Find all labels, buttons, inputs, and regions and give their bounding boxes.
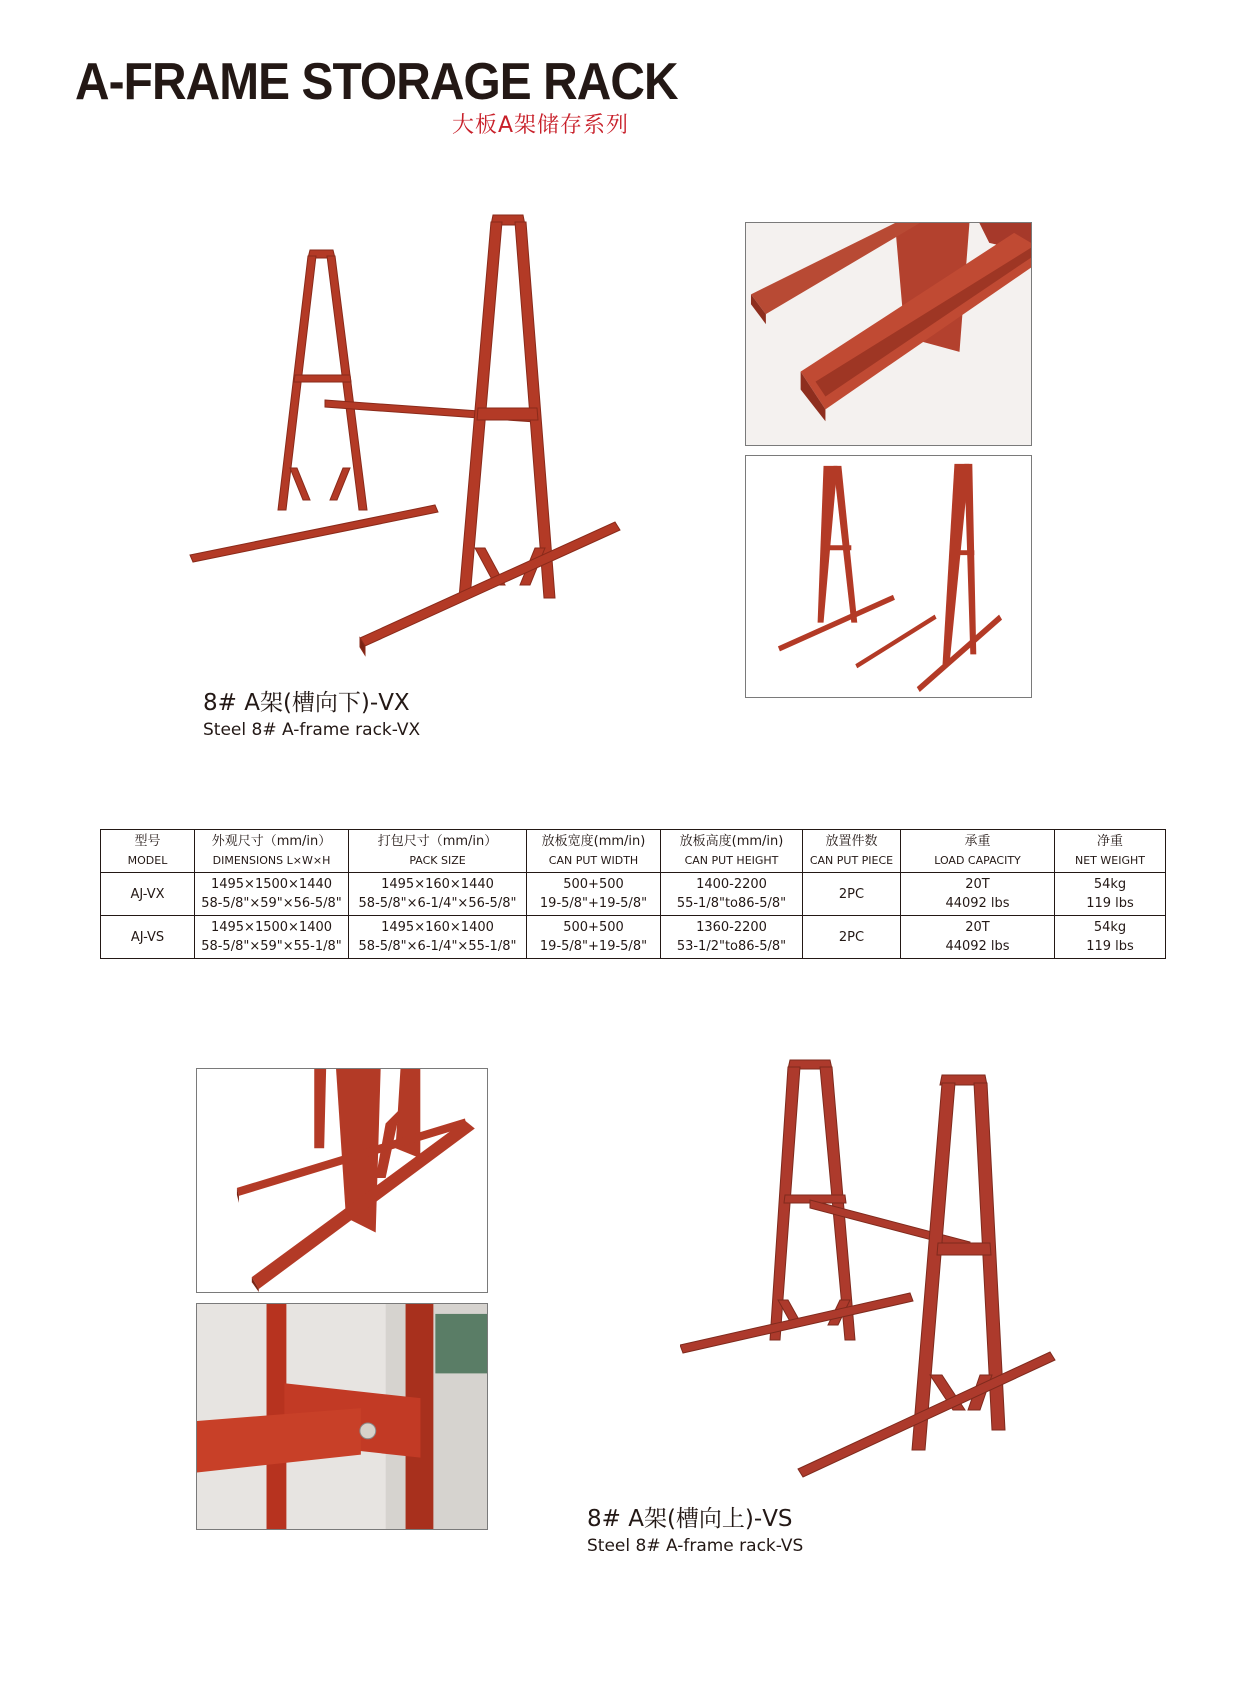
pack-size-cell: 1495×160×1440 58-5/8"×6-1/4"×56-5/8"	[349, 873, 527, 916]
height-cell: 1360-2200 53-1/2"to86-5/8"	[661, 916, 803, 959]
table-row	[101, 873, 1166, 916]
vx-channel-closeup-photo	[745, 222, 1032, 446]
dimensions-cell: 1495×1500×1440 58-5/8"×59"×56-5/8"	[195, 873, 349, 916]
table-header-cell: 承重 LOAD CAPACITY	[901, 830, 1055, 873]
page-title: A-FRAME STORAGE RACK	[75, 53, 678, 111]
piece-cell: 2PC	[803, 873, 901, 916]
table-header-row	[101, 830, 1166, 873]
vx-rack-main-photo	[185, 210, 635, 660]
table-header-cell: 放置件数 CAN PUT PIECE	[803, 830, 901, 873]
vs-rack-main-photo	[680, 1055, 1060, 1480]
height-cell: 1400-2200 55-1/8"to86-5/8"	[661, 873, 803, 916]
load-cell: 20T 44092 lbs	[901, 873, 1055, 916]
model-cell: AJ-VS	[101, 916, 195, 959]
vx-caption-en: Steel 8# A-frame rack-VX	[203, 720, 421, 740]
width-cell: 500+500 19-5/8"+19-5/8"	[527, 873, 661, 916]
net-weight-cell: 54kg 119 lbs	[1055, 873, 1166, 916]
model-cell: AJ-VX	[101, 873, 195, 916]
vs-caption-cn: 8# A架(槽向上)-VS	[587, 1506, 793, 1532]
table-header-cell: 放板宽度(mm/in) CAN PUT WIDTH	[527, 830, 661, 873]
table-row	[101, 916, 1166, 959]
table-header-cell: 打包尺寸（mm/in） PACK SIZE	[349, 830, 527, 873]
page-subtitle-cn: 大板A架储存系列	[452, 113, 630, 138]
dimensions-cell: 1495×1500×1400 58-5/8"×59"×55-1/8"	[195, 916, 349, 959]
pack-size-cell: 1495×160×1400 58-5/8"×6-1/4"×55-1/8"	[349, 916, 527, 959]
vx-rack-disassembled-photo	[745, 455, 1032, 698]
vs-caption-en: Steel 8# A-frame rack-VS	[587, 1536, 804, 1556]
vs-bolt-joint-closeup-photo	[196, 1303, 488, 1530]
table-header-cell: 型号 MODEL	[101, 830, 195, 873]
vs-channel-closeup-photo	[196, 1068, 488, 1293]
spec-table	[100, 829, 1166, 959]
table-header-cell: 净重 NET WEIGHT	[1055, 830, 1166, 873]
table-header-cell: 放板高度(mm/in) CAN PUT HEIGHT	[661, 830, 803, 873]
vx-caption-cn: 8# A架(槽向下)-VX	[203, 690, 410, 716]
width-cell: 500+500 19-5/8"+19-5/8"	[527, 916, 661, 959]
net-weight-cell: 54kg 119 lbs	[1055, 916, 1166, 959]
table-header-cell: 外观尺寸（mm/in） DIMENSIONS L×W×H	[195, 830, 349, 873]
piece-cell: 2PC	[803, 916, 901, 959]
load-cell: 20T 44092 lbs	[901, 916, 1055, 959]
